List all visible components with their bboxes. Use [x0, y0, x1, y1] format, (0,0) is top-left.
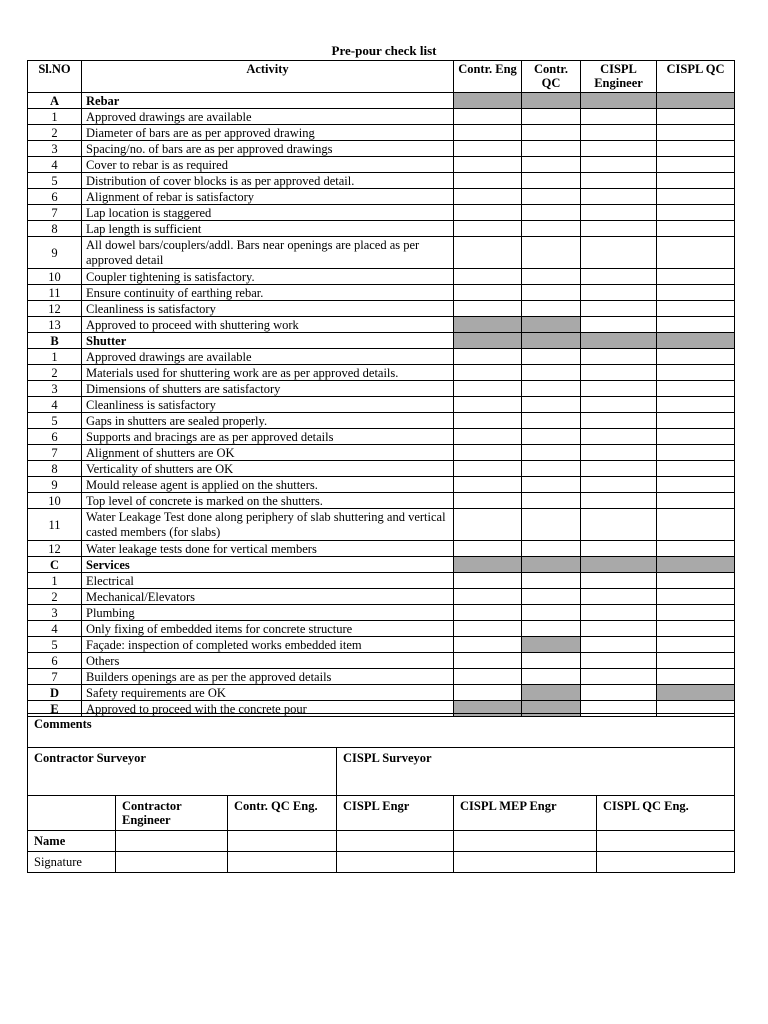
check-cell[interactable] — [454, 237, 522, 269]
check-cell[interactable] — [657, 637, 735, 653]
checklist-row — [28, 653, 735, 669]
check-cell[interactable] — [581, 445, 657, 461]
row-activity: Electrical — [82, 573, 454, 589]
section-code: A — [28, 93, 82, 109]
row-activity: Cleanliness is satisfactory — [82, 301, 454, 317]
check-cell[interactable] — [522, 189, 581, 205]
check-cell[interactable] — [454, 653, 522, 669]
check-cell[interactable] — [522, 397, 581, 413]
row-activity: Alignment of shutters are OK — [82, 445, 454, 461]
check-cell[interactable] — [581, 125, 657, 141]
check-cell[interactable] — [454, 365, 522, 381]
check-cell[interactable] — [657, 269, 735, 285]
check-cell[interactable] — [522, 461, 581, 477]
check-cell[interactable] — [581, 541, 657, 557]
check-cell[interactable] — [454, 173, 522, 189]
row-number: 7 — [28, 669, 82, 685]
contr-qc-eng-header: Contr. QC Eng. — [228, 796, 337, 831]
check-cell[interactable] — [454, 509, 522, 541]
row-number: 1 — [28, 349, 82, 365]
check-cell[interactable] — [522, 381, 581, 397]
check-cell[interactable] — [657, 589, 735, 605]
row-number: 12 — [28, 541, 82, 557]
check-cell[interactable] — [657, 237, 735, 269]
row-activity: Distribution of cover blocks is as per approved detail. — [82, 173, 454, 189]
shaded-cell — [454, 317, 522, 333]
section-code: D — [28, 685, 82, 701]
checklist-row — [28, 205, 735, 221]
row-activity: Plumbing — [82, 605, 454, 621]
check-cell[interactable] — [657, 141, 735, 157]
check-cell[interactable] — [657, 445, 735, 461]
check-cell[interactable] — [657, 621, 735, 637]
check-cell[interactable] — [581, 621, 657, 637]
row-number: 5 — [28, 173, 82, 189]
row-activity: Top level of concrete is marked on the shutters. — [82, 493, 454, 509]
row-number: 6 — [28, 653, 82, 669]
checklist-row — [28, 125, 735, 141]
check-cell[interactable] — [581, 221, 657, 237]
surveyor-row — [28, 748, 735, 796]
shaded-cell — [522, 333, 581, 349]
comments-row — [28, 714, 735, 748]
check-cell[interactable] — [581, 397, 657, 413]
row-number: 6 — [28, 429, 82, 445]
check-cell[interactable] — [454, 589, 522, 605]
check-cell[interactable] — [581, 109, 657, 125]
header-row — [28, 61, 735, 93]
check-cell[interactable] — [522, 349, 581, 365]
check-cell[interactable] — [581, 269, 657, 285]
checklist-row — [28, 493, 735, 509]
check-cell[interactable] — [657, 541, 735, 557]
row-number: 3 — [28, 605, 82, 621]
row-activity: Lap location is staggered — [82, 205, 454, 221]
check-cell[interactable] — [454, 109, 522, 125]
checklist-row — [28, 397, 735, 413]
header-cispl-engineer: CISPL Engineer — [581, 61, 657, 93]
check-cell[interactable] — [657, 509, 735, 541]
row-number: 6 — [28, 189, 82, 205]
row-number: 2 — [28, 125, 82, 141]
shaded-cell — [522, 93, 581, 109]
section-header-shutter — [28, 333, 735, 349]
shaded-cell — [581, 333, 657, 349]
name-row — [28, 831, 735, 852]
row-number: 4 — [28, 621, 82, 637]
section-title: Shutter — [82, 333, 454, 349]
check-cell[interactable] — [657, 669, 735, 685]
row-activity: Approved to proceed with shuttering work — [82, 317, 454, 333]
row-activity: Ensure continuity of earthing rebar. — [82, 285, 454, 301]
checklist-row — [28, 429, 735, 445]
check-cell[interactable] — [657, 205, 735, 221]
row-activity: Materials used for shuttering work are as per approved details. — [82, 365, 454, 381]
row-number: 8 — [28, 221, 82, 237]
row-number: 1 — [28, 109, 82, 125]
row-number: 7 — [28, 445, 82, 461]
check-cell[interactable] — [581, 413, 657, 429]
check-cell[interactable] — [522, 413, 581, 429]
signature-cell[interactable] — [454, 852, 597, 873]
row-number: 9 — [28, 237, 82, 269]
check-cell[interactable] — [454, 461, 522, 477]
cispl-surveyor-label[interactable]: CISPL Surveyor — [337, 748, 735, 796]
row-number: 9 — [28, 477, 82, 493]
signature-cell[interactable] — [228, 852, 337, 873]
signoff-header-row — [28, 796, 735, 831]
checklist-row — [28, 141, 735, 157]
row-activity: Approved to proceed with the concrete pour — [82, 701, 454, 717]
row-number: 2 — [28, 365, 82, 381]
header-cispl-qc: CISPL QC — [657, 61, 735, 93]
check-cell[interactable] — [522, 573, 581, 589]
check-cell[interactable] — [454, 221, 522, 237]
checklist-row — [28, 173, 735, 189]
check-cell[interactable] — [581, 573, 657, 589]
check-cell[interactable] — [522, 285, 581, 301]
checklist-row — [28, 413, 735, 429]
row-number: 10 — [28, 493, 82, 509]
check-cell[interactable] — [522, 429, 581, 445]
row-activity: Mould release agent is applied on the shutters. — [82, 477, 454, 493]
check-cell[interactable] — [657, 221, 735, 237]
check-cell[interactable] — [581, 685, 657, 701]
row-activity: Gaps in shutters are sealed properly. — [82, 413, 454, 429]
check-cell[interactable] — [454, 605, 522, 621]
check-cell[interactable] — [581, 237, 657, 269]
row-activity: Water leakage tests done for vertical members — [82, 541, 454, 557]
row-activity: All dowel bars/couplers/addl. Bars near openings are placed as per approved detail — [82, 237, 454, 269]
signature-label: Signature — [28, 852, 116, 873]
checklist-table — [27, 60, 735, 717]
checklist-row — [28, 541, 735, 557]
check-cell[interactable] — [657, 381, 735, 397]
check-cell[interactable] — [522, 109, 581, 125]
check-cell[interactable] — [522, 541, 581, 557]
checklist-row — [28, 621, 735, 637]
name-cell[interactable] — [597, 831, 735, 852]
check-cell[interactable] — [454, 477, 522, 493]
row-activity: Approved drawings are available — [82, 349, 454, 365]
check-cell[interactable] — [522, 365, 581, 381]
check-cell[interactable] — [657, 285, 735, 301]
check-cell[interactable] — [454, 669, 522, 685]
signature-cell[interactable] — [597, 852, 735, 873]
checklist-row — [28, 221, 735, 237]
check-cell[interactable] — [454, 621, 522, 637]
check-cell[interactable] — [657, 189, 735, 205]
row-activity: Cover to rebar is as required — [82, 157, 454, 173]
row-activity: Approved drawings are available — [82, 109, 454, 125]
check-cell[interactable] — [522, 445, 581, 461]
signoff-table — [27, 713, 735, 873]
row-activity: Builders openings are as per the approved details — [82, 669, 454, 685]
check-cell[interactable] — [657, 125, 735, 141]
row-number: 11 — [28, 285, 82, 301]
check-cell[interactable] — [454, 397, 522, 413]
check-cell[interactable] — [522, 157, 581, 173]
check-cell[interactable] — [454, 637, 522, 653]
name-cell[interactable] — [228, 831, 337, 852]
shaded-cell — [522, 685, 581, 701]
check-cell[interactable] — [581, 173, 657, 189]
blank-corner-cell — [28, 796, 116, 831]
check-cell[interactable] — [581, 157, 657, 173]
checklist-row — [28, 237, 735, 269]
checklist-row — [28, 637, 735, 653]
shaded-cell — [522, 557, 581, 573]
shaded-cell — [581, 557, 657, 573]
check-cell[interactable] — [581, 205, 657, 221]
checklist-row — [28, 445, 735, 461]
checklist-row — [28, 477, 735, 493]
check-cell[interactable] — [657, 605, 735, 621]
check-cell[interactable] — [581, 509, 657, 541]
check-cell[interactable] — [581, 349, 657, 365]
header-contr-qc: Contr. QC — [522, 61, 581, 93]
check-cell[interactable] — [657, 157, 735, 173]
row-activity: Others — [82, 653, 454, 669]
checklist-row — [28, 109, 735, 125]
check-cell[interactable] — [522, 269, 581, 285]
section-title: Rebar — [82, 93, 454, 109]
check-cell[interactable] — [581, 461, 657, 477]
check-cell[interactable] — [581, 301, 657, 317]
name-cell[interactable] — [116, 831, 228, 852]
section-title: Services — [82, 557, 454, 573]
check-cell[interactable] — [657, 429, 735, 445]
signature-cell[interactable] — [337, 852, 454, 873]
check-cell[interactable] — [657, 365, 735, 381]
checklist-row — [28, 605, 735, 621]
shaded-cell — [454, 333, 522, 349]
check-cell[interactable] — [454, 429, 522, 445]
check-cell[interactable] — [454, 285, 522, 301]
row-number: 5 — [28, 413, 82, 429]
check-cell[interactable] — [454, 189, 522, 205]
shaded-cell — [581, 93, 657, 109]
header-contr-eng: Contr. Eng — [454, 61, 522, 93]
check-cell[interactable] — [522, 125, 581, 141]
check-cell[interactable] — [522, 493, 581, 509]
check-cell[interactable] — [454, 445, 522, 461]
signature-cell[interactable] — [116, 852, 228, 873]
check-cell[interactable] — [522, 237, 581, 269]
check-cell[interactable] — [454, 541, 522, 557]
checklist-row — [28, 349, 735, 365]
row-activity: Façade: inspection of completed works embedded item — [82, 637, 454, 653]
checklist-row — [28, 573, 735, 589]
check-cell[interactable] — [522, 141, 581, 157]
row-activity: Coupler tightening is satisfactory. — [82, 269, 454, 285]
check-cell[interactable] — [522, 589, 581, 605]
checklist-row — [28, 669, 735, 685]
section-code: E — [28, 701, 82, 717]
check-cell[interactable] — [657, 653, 735, 669]
check-cell[interactable] — [522, 621, 581, 637]
check-cell[interactable] — [657, 493, 735, 509]
check-cell[interactable] — [581, 285, 657, 301]
page-title: Pre-pour check list — [331, 43, 437, 58]
check-cell[interactable] — [657, 173, 735, 189]
shaded-cell — [454, 557, 522, 573]
check-cell[interactable] — [454, 493, 522, 509]
check-cell[interactable] — [522, 205, 581, 221]
section-code: B — [28, 333, 82, 349]
check-cell[interactable] — [581, 669, 657, 685]
shaded-cell — [522, 637, 581, 653]
check-cell[interactable] — [454, 381, 522, 397]
checklist-row — [28, 365, 735, 381]
section-row-safety — [28, 685, 735, 701]
row-number: 2 — [28, 589, 82, 605]
check-cell[interactable] — [657, 301, 735, 317]
check-cell[interactable] — [581, 477, 657, 493]
check-cell[interactable] — [454, 685, 522, 701]
check-cell[interactable] — [454, 157, 522, 173]
check-cell[interactable] — [581, 189, 657, 205]
check-cell[interactable] — [454, 573, 522, 589]
shaded-cell — [454, 93, 522, 109]
check-cell[interactable] — [657, 109, 735, 125]
check-cell[interactable] — [454, 125, 522, 141]
check-cell[interactable] — [522, 509, 581, 541]
row-activity: Spacing/no. of bars are as per approved drawings — [82, 141, 454, 157]
check-cell[interactable] — [522, 477, 581, 493]
check-cell[interactable] — [581, 653, 657, 669]
cispl-qc-eng-header: CISPL QC Eng. — [597, 796, 735, 831]
check-cell[interactable] — [581, 589, 657, 605]
comments-label[interactable]: Comments — [28, 714, 735, 748]
row-number: 1 — [28, 573, 82, 589]
check-cell[interactable] — [657, 573, 735, 589]
check-cell[interactable] — [454, 301, 522, 317]
check-cell[interactable] — [454, 349, 522, 365]
check-cell[interactable] — [522, 605, 581, 621]
contractor-surveyor-label[interactable]: Contractor Surveyor — [28, 748, 337, 796]
checklist-row — [28, 589, 735, 605]
check-cell[interactable] — [454, 413, 522, 429]
check-cell[interactable] — [581, 429, 657, 445]
row-activity: Only fixing of embedded items for concrete structure — [82, 621, 454, 637]
check-cell[interactable] — [522, 173, 581, 189]
check-cell[interactable] — [581, 365, 657, 381]
check-cell[interactable] — [657, 477, 735, 493]
shaded-cell — [657, 685, 735, 701]
row-number: 7 — [28, 205, 82, 221]
section-code: C — [28, 557, 82, 573]
row-number: 3 — [28, 381, 82, 397]
checklist-row — [28, 317, 735, 333]
row-number: 13 — [28, 317, 82, 333]
check-cell[interactable] — [522, 653, 581, 669]
check-cell[interactable] — [522, 301, 581, 317]
row-number: 12 — [28, 301, 82, 317]
check-cell[interactable] — [454, 269, 522, 285]
row-number: 4 — [28, 157, 82, 173]
row-activity: Alignment of rebar is satisfactory — [82, 189, 454, 205]
check-cell[interactable] — [581, 141, 657, 157]
check-cell[interactable] — [581, 605, 657, 621]
row-activity: Lap length is sufficient — [82, 221, 454, 237]
row-number: 4 — [28, 397, 82, 413]
check-cell[interactable] — [581, 493, 657, 509]
check-cell[interactable] — [657, 413, 735, 429]
contractor-engineer-header: Contractor Engineer — [116, 796, 228, 831]
shaded-cell — [522, 317, 581, 333]
row-activity: Water Leakage Test done along periphery of slab shuttering and vertical casted members (for slabs) — [82, 509, 454, 541]
check-cell[interactable] — [657, 317, 735, 333]
checklist-row — [28, 157, 735, 173]
check-cell[interactable] — [581, 317, 657, 333]
section-header-services — [28, 557, 735, 573]
check-cell[interactable] — [657, 349, 735, 365]
row-activity: Supports and bracings are as per approved details — [82, 429, 454, 445]
row-activity: Dimensions of shutters are satisfactory — [82, 381, 454, 397]
row-number: 5 — [28, 637, 82, 653]
check-cell[interactable] — [657, 461, 735, 477]
check-cell[interactable] — [454, 205, 522, 221]
row-activity: Safety requirements are OK — [82, 685, 454, 701]
shaded-cell — [657, 557, 735, 573]
cispl-engr-header: CISPL Engr — [337, 796, 454, 831]
row-activity: Diameter of bars are as per approved drawing — [82, 125, 454, 141]
row-number: 8 — [28, 461, 82, 477]
checklist-row — [28, 285, 735, 301]
check-cell[interactable] — [454, 141, 522, 157]
check-cell[interactable] — [657, 397, 735, 413]
row-number: 3 — [28, 141, 82, 157]
checklist-row — [28, 301, 735, 317]
checklist-row — [28, 189, 735, 205]
row-activity: Cleanliness is satisfactory — [82, 397, 454, 413]
checklist-row — [28, 269, 735, 285]
name-cell[interactable] — [337, 831, 454, 852]
row-activity: Mechanical/Elevators — [82, 589, 454, 605]
signature-row — [28, 852, 735, 873]
header-slno: Sl.NO — [28, 61, 82, 93]
name-cell[interactable] — [454, 831, 597, 852]
shaded-cell — [657, 333, 735, 349]
checklist-row — [28, 461, 735, 477]
check-cell[interactable] — [581, 381, 657, 397]
name-label: Name — [28, 831, 116, 852]
check-cell[interactable] — [522, 221, 581, 237]
header-activity: Activity — [82, 61, 454, 93]
check-cell[interactable] — [581, 637, 657, 653]
row-number: 11 — [28, 509, 82, 541]
row-number: 10 — [28, 269, 82, 285]
cispl-mep-engr-header: CISPL MEP Engr — [454, 796, 597, 831]
row-activity: Verticality of shutters are OK — [82, 461, 454, 477]
section-header-rebar — [28, 93, 735, 109]
shaded-cell — [657, 93, 735, 109]
checklist-row — [28, 381, 735, 397]
check-cell[interactable] — [522, 669, 581, 685]
checklist-row — [28, 509, 735, 541]
